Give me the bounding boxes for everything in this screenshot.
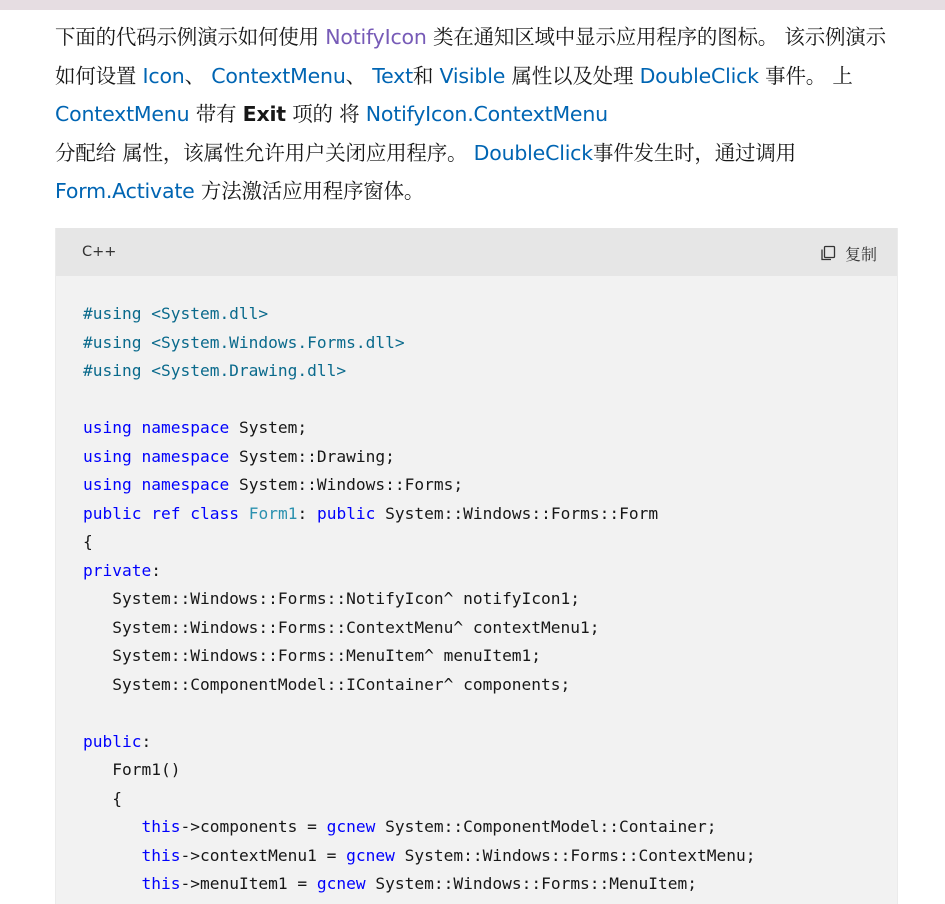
- intro-text: 事件发生时，通过调用: [592, 140, 796, 165]
- code-line: this->components = gcnew System::ComponentModel::Container;: [141, 817, 717, 836]
- code-line: [83, 386, 755, 415]
- intro-text: 下面的代码示例演示如何使用: [55, 25, 326, 49]
- intro-text: 类在通知区域中显示应用程序的图标。 该示例演示如何设置: [55, 25, 886, 88]
- code-language-label: C++: [82, 244, 117, 260]
- intro-text: 属性以及处理: [505, 63, 640, 88]
- intro-text: 分配给 属性，该属性允许用户关闭应用程序。: [55, 140, 474, 165]
- code-line: {: [83, 788, 122, 808]
- intro-text: 、: [184, 63, 212, 88]
- copy-icon: [819, 244, 837, 262]
- code-line: #using <System.Drawing.dll>: [83, 361, 347, 380]
- code-block: [55, 228, 898, 904]
- intro-paragraph: [55, 18, 905, 211]
- code-line: #using <System.Windows.Forms.dll>: [83, 332, 405, 352]
- intro-text: 方法激活应用程序窗体。: [194, 179, 425, 203]
- link-contextmenu[interactable]: ContextMenu: [211, 63, 346, 88]
- link-icon[interactable]: Icon: [142, 63, 185, 88]
- code-content: [83, 300, 755, 899]
- link-notifyicon[interactable]: NotifyIcon: [325, 25, 427, 49]
- intro-text: 带有: [189, 102, 243, 126]
- code-line: System::ComponentModel::IContainer^ components;: [83, 674, 571, 694]
- code-line: using namespace System::Windows::Forms;: [83, 475, 464, 494]
- code-line: #using <System.dll>: [83, 304, 269, 323]
- code-line: using namespace System;: [83, 418, 308, 437]
- intro-text: 和: [412, 63, 440, 88]
- intro-text: 项的 将: [285, 102, 366, 126]
- link-text[interactable]: Text: [372, 63, 413, 88]
- link-notifyicon-contextmenu[interactable]: NotifyIcon.ContextMenu: [365, 102, 608, 126]
- exit-item-label: Exit: [242, 102, 286, 126]
- link-form-activate[interactable]: Form.Activate: [55, 179, 195, 203]
- code-line: this->contextMenu1 = gcnew System::Windows::Forms::ContextMenu;: [141, 845, 756, 865]
- copy-button[interactable]: [819, 240, 877, 266]
- code-line: this->menuItem1 = gcnew System::Windows::Forms::MenuItem;: [141, 874, 698, 893]
- link-visible[interactable]: Visible: [439, 63, 506, 88]
- intro-text: 事件。 上: [758, 63, 853, 88]
- code-line: private:: [83, 560, 161, 580]
- link-contextmenu-2[interactable]: ContextMenu: [55, 102, 190, 126]
- link-doubleclick-2[interactable]: DoubleClick: [473, 140, 593, 165]
- code-line: [83, 699, 755, 728]
- code-header: [56, 228, 897, 276]
- link-doubleclick[interactable]: DoubleClick: [639, 63, 759, 88]
- code-line: System::Windows::Forms::ContextMenu^ contextMenu1;: [83, 617, 600, 637]
- code-line: Form1(): [83, 760, 181, 779]
- code-line: public:: [83, 731, 152, 751]
- code-line: System::Windows::Forms::NotifyIcon^ notifyIcon1;: [83, 589, 581, 608]
- intro-text: 、: [345, 63, 373, 88]
- code-line: System::Windows::Forms::MenuItem^ menuItem1;: [83, 646, 542, 665]
- code-line: public ref class Form1: public System::Windows::Forms::Form: [83, 503, 659, 523]
- code-line: {: [83, 532, 93, 551]
- copy-label: 复制: [844, 244, 877, 264]
- top-accent-bar: [0, 0, 945, 10]
- code-line: using namespace System::Drawing;: [83, 446, 395, 466]
